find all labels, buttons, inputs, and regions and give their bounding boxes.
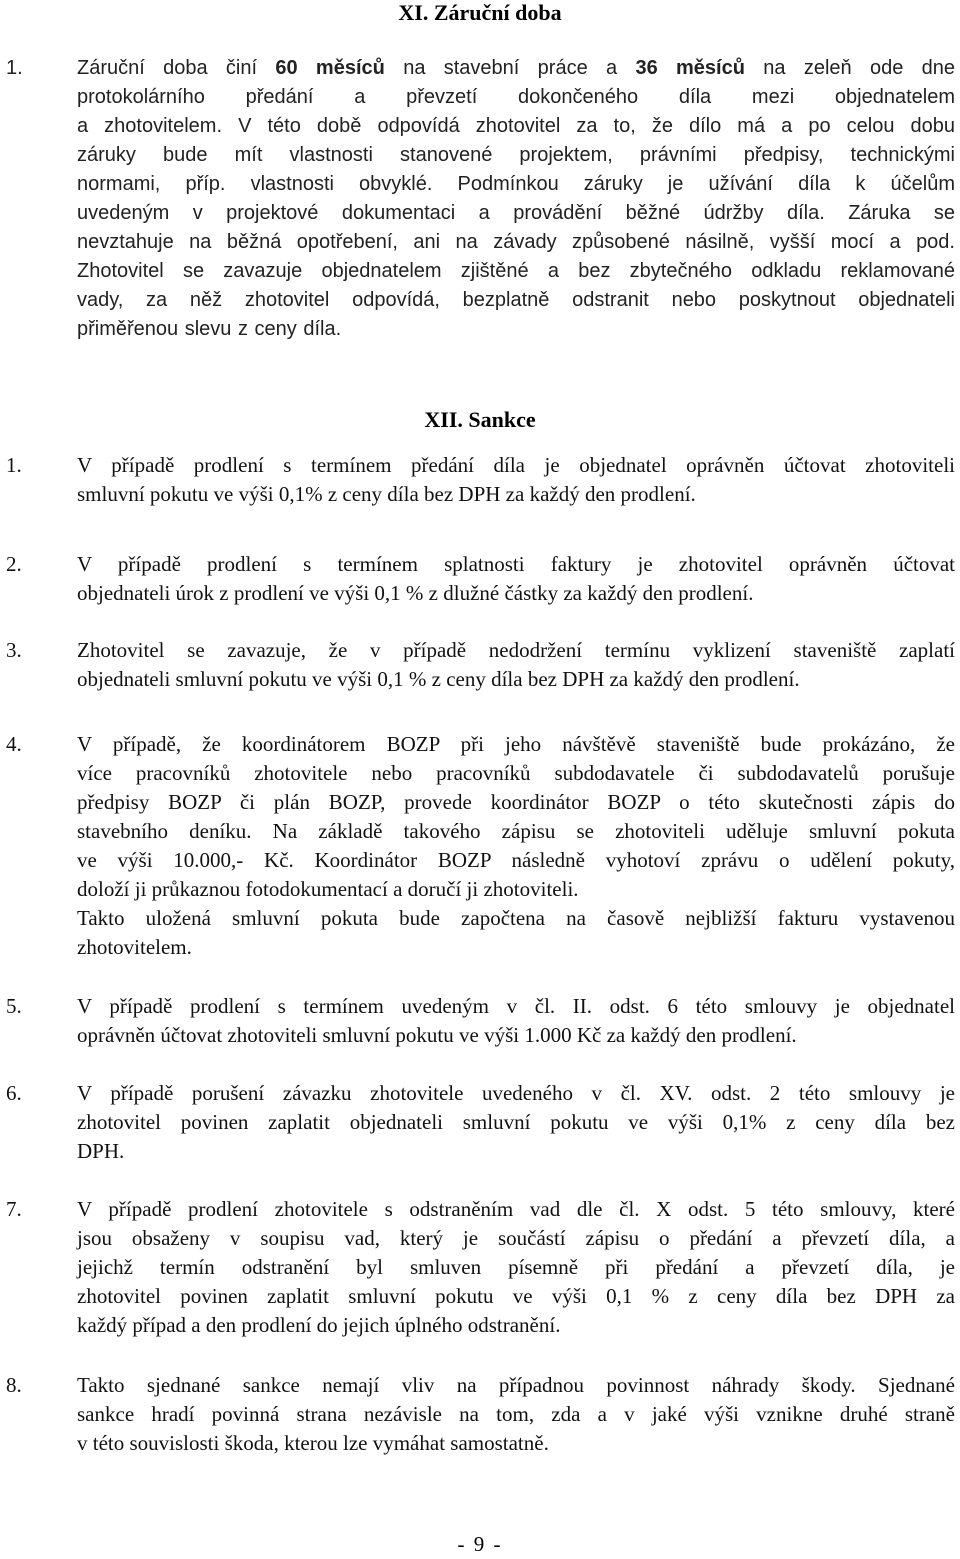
clause-line: přiměřenou slevu z ceny díla.	[77, 318, 342, 340]
clause-number: 6.	[6, 1081, 22, 1105]
warranty-period-works: 60 měsíců	[275, 57, 385, 79]
clause-text	[77, 1079, 955, 1166]
clause-text	[77, 451, 955, 509]
clause-number: 3.	[6, 638, 22, 662]
clause-line: jsou obsaženy v soupisu vad, který je součástí zápisu o předání a převzetí díla, a	[77, 1226, 955, 1250]
clause-line	[77, 54, 955, 83]
clause-number: 8.	[6, 1373, 22, 1397]
clause-text	[77, 1195, 955, 1340]
clause-line: normami, příp. vlastnosti obvyklé. Podmínkou záruky je užívání díla k účelům	[77, 173, 955, 195]
clause-line: uvedeným v projektové dokumentaci a provádění běžné údržby díla. Záruka se	[77, 202, 955, 224]
clause-line: V případě prodlení s termínem splatnosti faktury je zhotovitel oprávněn účtovat	[77, 552, 955, 576]
clause-number: 1.	[6, 453, 22, 477]
clause-line: protokolárního předání a převzetí dokončeného díla mezi objednatelem	[77, 86, 955, 108]
clause-line: V případě porušení závazku zhotovitele uvedeného v čl. XV. odst. 2 této smlouvy je	[77, 1081, 955, 1105]
clause-line: zhotovitel povinen zaplatit smluvní pokutu ve výši 0,1 % z ceny díla bez DPH za	[77, 1284, 955, 1308]
clause-line: Zhotovitel se zavazuje, že v případě nedodržení termínu vyklizení staveniště zaplatí	[77, 638, 955, 662]
warranty-period-greenery: 36 měsíců	[635, 57, 745, 79]
clause-line: každý případ a den prodlení do jejich úplného odstranění.	[77, 1313, 561, 1337]
clause-line: Takto sjednané sankce nemají vliv na případnou povinnost náhrady škody. Sjednané	[77, 1373, 955, 1397]
clause-text	[77, 992, 955, 1050]
clause-line: objednateli úrok z prodlení ve výši 0,1 % z dlužné částky za každý den prodlení.	[77, 581, 754, 605]
section-title-sanctions: XII. Sankce	[424, 407, 536, 432]
clause-line: více pracovníků zhotovitele nebo pracovníků subdodavatele či subdodavatelů porušuje	[77, 761, 955, 785]
clause-line: Takto uložená smluvní pokuta bude započtena na časově nejbližší fakturu vystavenou	[77, 906, 955, 930]
clause-line: V případě prodlení s termínem předání díla je objednatel oprávněn účtovat zhotoviteli	[77, 453, 955, 477]
clause-line: oprávněn účtovat zhotoviteli smluvní pokutu ve výši 1.000 Kč za každý den prodlení.	[77, 1023, 797, 1047]
clause-text	[77, 730, 955, 962]
clause-line: V případě prodlení s termínem uvedeným v čl. II. odst. 6 této smlouvy je objednatel	[77, 994, 955, 1018]
clause-line: předpisy BOZP či plán BOZP, provede koordinátor BOZP o této skutečnosti zápis do	[77, 790, 955, 814]
clause-line: ve výši 10.000,- Kč. Koordinátor BOZP následně vyhotoví zprávu o udělení pokuty,	[77, 848, 955, 872]
clause-number: 5.	[6, 994, 22, 1018]
clause-line: a zhotovitelem. V této době odpovídá zhotovitel za to, že dílo má a po celou dobu	[77, 115, 955, 137]
clause-line: V případě, že koordinátorem BOZP při jeho návštěvě staveniště bude prokázáno, že	[77, 732, 955, 756]
clause-line: nevztahuje na běžná opotřebení, ani na závady způsobené násilně, vyšší mocí a pod.	[77, 231, 955, 253]
page-number: - 9 -	[457, 1532, 503, 1556]
clause-number: 4.	[6, 732, 22, 756]
text-run: Záruční doba činí	[77, 57, 276, 79]
clause-line: záruky bude mít vlastnosti stanovené projektem, právními předpisy, technickými	[77, 144, 955, 166]
clause-text	[77, 636, 955, 694]
clause-line: jejichž termín odstranění byl smluven písemně při předání a převzetí díla, je	[77, 1255, 955, 1279]
clause-number: 2.	[6, 552, 22, 576]
clause-number: 1.	[6, 57, 23, 79]
clause-line: objednateli smluvní pokutu ve výši 0,1 % z ceny díla bez DPH za každý den prodlení.	[77, 667, 800, 691]
clause-line: V případě prodlení zhotovitele s odstraněním vad dle čl. X odst. 5 této smlouvy, které	[77, 1197, 955, 1221]
section-title-warranty: XI. Záruční doba	[398, 0, 562, 25]
clause-text	[77, 54, 955, 344]
clause-line: doloží ji průkaznou fotodokumentací a doručí ji zhotoviteli.	[77, 877, 579, 901]
clause-line: smluvní pokutu ve výši 0,1% z ceny díla bez DPH za každý den prodlení.	[77, 482, 696, 506]
clause-line: zhotovitel povinen zaplatit objednateli smluvní pokutu ve výši 0,1% z ceny díla bez	[77, 1110, 955, 1134]
clause-line: DPH.	[77, 1139, 125, 1163]
clause-number: 7.	[6, 1197, 22, 1221]
clause-line: vady, za něž zhotovitel odpovídá, bezplatně odstranit nebo poskytnout objednateli	[77, 289, 955, 311]
clause-line: zhotovitelem.	[77, 935, 192, 959]
clause-line: stavebního deníku. Na základě takového zápisu se zhotoviteli uděluje smluvní pokuta	[77, 819, 955, 843]
clause-line: sankce hradí povinná strana nezávisle na tom, zda a v jaké výši vznikne druhé straně	[77, 1402, 955, 1426]
text-run: na stavební práce a	[384, 57, 636, 79]
clause-text	[77, 550, 955, 608]
clause-text	[77, 1371, 955, 1458]
clause-line: Zhotovitel se zavazuje objednatelem zjištěné a bez zbytečného odkladu reklamované	[77, 260, 955, 282]
clause-line: v této souvislosti škoda, kterou lze vymáhat samostatně.	[77, 1431, 549, 1455]
text-run: na zeleň ode dne	[744, 57, 956, 79]
